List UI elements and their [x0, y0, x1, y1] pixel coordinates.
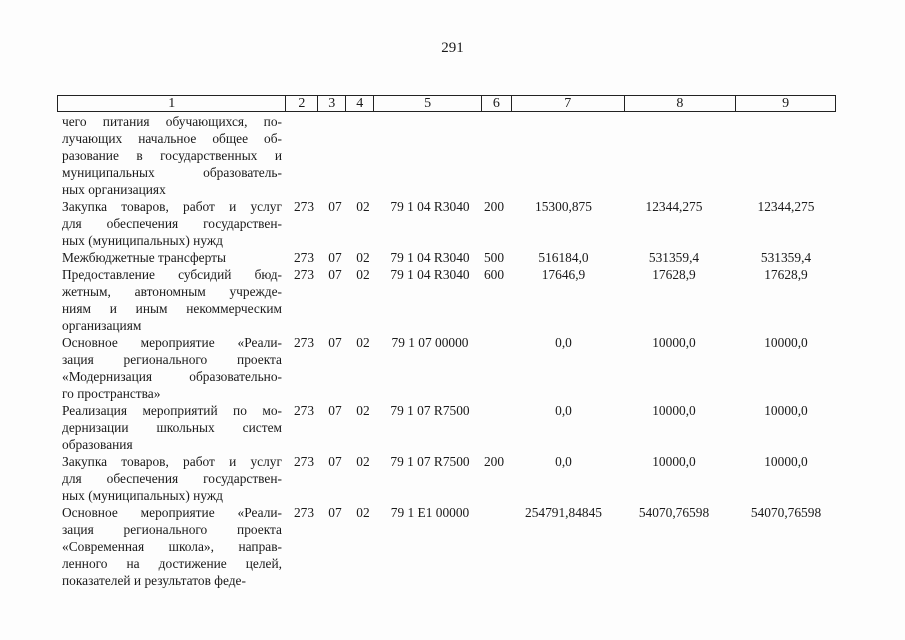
- cell-c2: 273: [293, 505, 315, 520]
- header-col-2: 2: [285, 96, 317, 111]
- cell-c2: 273: [293, 335, 315, 350]
- cell-c4: 02: [356, 454, 370, 469]
- cell-c8: 10000,0: [652, 454, 696, 469]
- cell-c7: 0,0: [555, 403, 572, 418]
- row-name-line: «Современная школа», направ-: [62, 539, 282, 554]
- header-col-1: 1: [168, 96, 176, 111]
- cell-c5: 79 1 E1 00000: [390, 505, 470, 520]
- cell-c4: 02: [356, 199, 370, 214]
- cell-c4: 02: [356, 250, 370, 265]
- row-name: [62, 402, 282, 453]
- row-name-line: для обеспечения государствен-: [62, 216, 282, 231]
- cell-c6: 500: [483, 250, 505, 265]
- cell-c6: 200: [483, 199, 505, 214]
- row-name-line: жетным, автономным учрежде-: [62, 284, 282, 299]
- cell-c9: 17628,9: [764, 267, 808, 282]
- row-name-line: зация регионального проекта: [62, 352, 282, 367]
- cell-c8: 54070,76598: [638, 505, 710, 520]
- row-name-line: го пространства»: [62, 386, 161, 401]
- header-col-8: 8: [624, 96, 736, 111]
- cell-c8: 12344,275: [645, 199, 703, 214]
- row-name: [62, 198, 282, 249]
- row-name: [62, 249, 282, 266]
- row-name-line: организациям: [62, 318, 142, 333]
- row-name-line: лучающих начальное общее об-: [62, 131, 282, 146]
- row-name-line: ленного на достижение целей,: [62, 556, 282, 571]
- cell-c7: 0,0: [555, 335, 572, 350]
- row-name-line: Закупка товаров, работ и услуг: [62, 454, 282, 469]
- cell-c8: 10000,0: [652, 335, 696, 350]
- cell-c4: 02: [356, 267, 370, 282]
- cell-c8: 531359,4: [648, 250, 700, 265]
- table-body: [0, 113, 905, 589]
- row-name-line: зация регионального проекта: [62, 522, 282, 537]
- cell-c5: 79 1 07 R7500: [390, 454, 470, 469]
- cell-c3: 07: [328, 250, 342, 265]
- row-name-line: Основное мероприятие «Реали-: [62, 505, 282, 520]
- cell-c3: 07: [328, 267, 342, 282]
- cell-c6: 200: [483, 454, 505, 469]
- cell-c3: 07: [328, 403, 342, 418]
- cell-c3: 07: [328, 454, 342, 469]
- row-name-line: ных (муниципальных) нужд: [62, 233, 223, 248]
- cell-c3: 07: [328, 335, 342, 350]
- cell-c7: 516184,0: [538, 250, 589, 265]
- row-name-line: ниям и иным некоммерческим: [62, 301, 282, 316]
- row-name-line: «Модернизация образовательно-: [62, 369, 282, 384]
- cell-c5: 79 1 07 00000: [391, 335, 469, 350]
- header-col-5: 5: [373, 96, 481, 111]
- table-row: [0, 266, 905, 334]
- cell-c8: 17628,9: [652, 267, 696, 282]
- cell-c5: 79 1 04 R3040: [390, 267, 470, 282]
- cell-c9: 10000,0: [764, 454, 808, 469]
- table-row: [0, 334, 905, 402]
- page-number: 291: [441, 40, 464, 56]
- header-col-9: 9: [735, 96, 835, 111]
- cell-c5: 79 1 07 R7500: [390, 403, 470, 418]
- cell-c2: 273: [293, 250, 315, 265]
- cell-c7: 17646,9: [541, 267, 586, 282]
- cell-c3: 07: [328, 199, 342, 214]
- header-col-3: 3: [317, 96, 345, 111]
- row-name-line: чего питания обучающихся, по-: [62, 114, 282, 129]
- table-header: [57, 95, 836, 112]
- row-name: [62, 334, 282, 402]
- cell-c3: 07: [328, 505, 342, 520]
- cell-c6: 600: [483, 267, 505, 282]
- row-name: [62, 266, 282, 334]
- row-name-line: муниципальных образователь-: [62, 165, 282, 180]
- table-row: [0, 402, 905, 453]
- row-name-line: Основное мероприятие «Реали-: [62, 335, 282, 350]
- table-row: [0, 249, 905, 266]
- cell-c2: 273: [293, 267, 315, 282]
- header-col-6: 6: [481, 96, 511, 111]
- cell-c9: 10000,0: [764, 403, 808, 418]
- cell-c9: 12344,275: [757, 199, 815, 214]
- row-name-line: Реализация мероприятий по мо-: [62, 403, 282, 418]
- cell-c9: 10000,0: [764, 335, 808, 350]
- table-row: [0, 113, 905, 198]
- row-name: [62, 113, 282, 198]
- row-name: [62, 453, 282, 504]
- cell-c4: 02: [356, 403, 370, 418]
- cell-c5: 79 1 04 R3040: [390, 199, 470, 214]
- cell-c9: 54070,76598: [750, 505, 822, 520]
- cell-c4: 02: [356, 505, 370, 520]
- row-name-line: ных организациях: [62, 182, 166, 197]
- header-col-4: 4: [345, 96, 373, 111]
- cell-c2: 273: [293, 199, 315, 214]
- row-name-line: показателей и результатов феде-: [62, 573, 246, 588]
- cell-c4: 02: [356, 335, 370, 350]
- row-name-line: Предоставление субсидий бюд-: [62, 267, 282, 282]
- row-name-line: Межбюджетные трансферты: [62, 250, 226, 265]
- table-row: [0, 504, 905, 589]
- cell-c9: 531359,4: [760, 250, 812, 265]
- row-name-line: ных (муниципальных) нужд: [62, 488, 223, 503]
- cell-c2: 273: [293, 454, 315, 469]
- row-name-line: для обеспечения государствен-: [62, 471, 282, 486]
- row-name-line: дернизации школьных систем: [62, 420, 282, 435]
- cell-c7: 254791,84845: [525, 505, 602, 520]
- row-name-line: разование в государственных и: [62, 148, 282, 163]
- table-row: [0, 453, 905, 504]
- header-col-7: 7: [511, 96, 624, 111]
- cell-c7: 0,0: [555, 454, 572, 469]
- cell-c2: 273: [293, 403, 315, 418]
- row-name: [62, 504, 282, 589]
- cell-c7: 15300,875: [535, 199, 592, 214]
- table-row: [0, 198, 905, 249]
- row-name-line: Закупка товаров, работ и услуг: [62, 199, 282, 214]
- cell-c5: 79 1 04 R3040: [390, 250, 470, 265]
- cell-c8: 10000,0: [652, 403, 696, 418]
- row-name-line: образования: [62, 437, 133, 452]
